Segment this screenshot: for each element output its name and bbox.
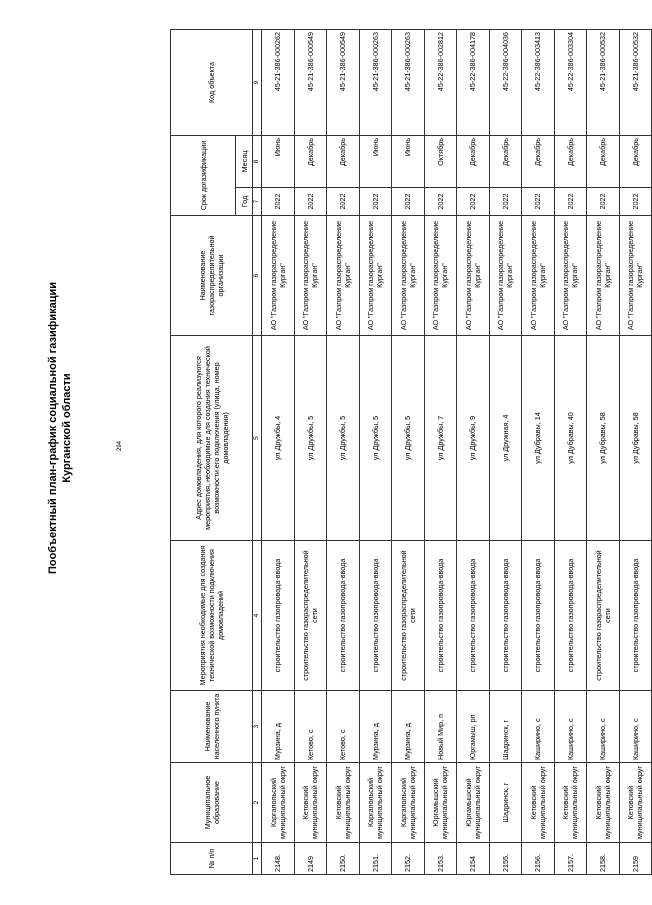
cell-month: Декабрь: [522, 136, 555, 188]
cell-locality: Каширино, с: [522, 691, 555, 763]
table-row: [327, 30, 360, 875]
cell-measures: строительство газопровода-ввода: [619, 541, 652, 691]
cell-code: 45-21-386-000532: [587, 30, 620, 136]
cell-year: 2022: [359, 188, 392, 216]
cell-address: ул Дубравы, 40: [554, 336, 587, 541]
cell-municipality: Каргапольский муниципальный округ: [359, 763, 392, 843]
cell-measures: строительство газопровода-ввода: [457, 541, 490, 691]
cell-municipality: Кетовский муниципальный округ: [587, 763, 620, 843]
header-measures: Мероприятия необходимые для создания технической возможности подключения домовладений: [171, 541, 253, 691]
cell-measures: строительство газораспределительной сети: [587, 541, 620, 691]
cell-code: 45-21-386-000263: [392, 30, 425, 136]
header-address: Адрес домовладения, для которого реализуются мероприятия, необходимые для создания технической возможности его подключения (улица, номер домовладения): [171, 336, 253, 541]
cell-code: 45-21-386-000549: [327, 30, 360, 136]
cell-address: ул Дружная, 4: [489, 336, 522, 541]
cell-code: 45-22-386-003413: [522, 30, 555, 136]
header-month: Месяц: [236, 136, 253, 188]
cell-measures: строительство газопровода-ввода: [489, 541, 522, 691]
gasification-schedule-table: [170, 29, 652, 875]
table-row: [457, 30, 490, 875]
cell-address: ул Дружбы, 4: [262, 336, 295, 541]
cell-address: ул Дубравы, 58: [587, 336, 620, 541]
cell-address: ул Дружбы, 5: [359, 336, 392, 541]
cell-num: 2149: [294, 843, 327, 875]
cell-num: 2159: [619, 843, 652, 875]
page-number: 294: [117, 441, 123, 452]
cell-locality: Кетово, с: [294, 691, 327, 763]
cell-measures: строительство газораспределительной сети: [294, 541, 327, 691]
cell-num: 2148.: [262, 843, 295, 875]
cell-code: 45-21-386-000263: [359, 30, 392, 136]
cell-municipality: Кетовский муниципальный округ: [619, 763, 652, 843]
cell-year: 2022: [619, 188, 652, 216]
column-number: 8: [253, 136, 262, 188]
cell-org: АО "Газпром газораспределение Курган": [489, 216, 522, 336]
cell-num: 2154: [457, 843, 490, 875]
cell-org: АО "Газпром газораспределение Курган": [392, 216, 425, 336]
cell-year: 2022: [587, 188, 620, 216]
cell-year: 2022: [294, 188, 327, 216]
cell-code: 45-22-386-004178: [457, 30, 490, 136]
cell-measures: строительство газопровода-ввода: [522, 541, 555, 691]
cell-municipality: Юргамышский муниципальный округ: [457, 763, 490, 843]
table-row: [424, 30, 457, 875]
cell-code: 45-21-386-000549: [294, 30, 327, 136]
header-code: Код объекта: [171, 30, 253, 136]
cell-num: 2156.: [522, 843, 555, 875]
cell-address: ул Дубравы, 58: [619, 336, 652, 541]
cell-measures: строительство газопровода-ввода: [327, 541, 360, 691]
cell-measures: строительство газопровода-ввода: [554, 541, 587, 691]
cell-org: АО "Газпром газораспределение Курган": [327, 216, 360, 336]
column-number: 1: [253, 843, 262, 875]
header-term: Срок догазификации: [171, 136, 236, 216]
cell-month: Декабрь: [587, 136, 620, 188]
column-number: 6: [253, 216, 262, 336]
table-row: [522, 30, 555, 875]
cell-year: 2022: [457, 188, 490, 216]
rotated-table-wrapper: [170, 30, 645, 875]
cell-org: АО "Газпром газораспределение Курган": [262, 216, 295, 336]
cell-org: АО "Газпром газораспределение Курган": [294, 216, 327, 336]
cell-measures: строительство газораспределительной сети: [392, 541, 425, 691]
cell-month: Июнь: [359, 136, 392, 188]
cell-municipality: Кетовский муниципальный округ: [554, 763, 587, 843]
column-number: 2: [253, 763, 262, 843]
title-line-2: Курганской области: [61, 373, 73, 483]
cell-org: АО "Газпром газораспределение Курган": [554, 216, 587, 336]
table-row: [294, 30, 327, 875]
cell-month: Декабрь: [457, 136, 490, 188]
table-row: [619, 30, 652, 875]
cell-num: 2152.: [392, 843, 425, 875]
cell-locality: Мурзина, д: [359, 691, 392, 763]
cell-locality: Кетово, с: [327, 691, 360, 763]
header-municipality: Муниципальное образование: [171, 763, 253, 843]
cell-address: ул Дружбы, 7: [424, 336, 457, 541]
cell-address: ул Дружбы, 5: [392, 336, 425, 541]
cell-year: 2022: [424, 188, 457, 216]
column-number: 9: [253, 30, 262, 136]
cell-municipality: Каргапольский муниципальный округ: [392, 763, 425, 843]
cell-org: АО "Газпром газораспределение Курган": [359, 216, 392, 336]
title-line-1: Пообъектный план-график социальной газификации: [47, 281, 59, 575]
cell-code: 45-22-386-003304: [554, 30, 587, 136]
table-row: [489, 30, 522, 875]
cell-code: 45-22-386-002812: [424, 30, 457, 136]
cell-year: 2022: [392, 188, 425, 216]
column-number: 5: [253, 336, 262, 541]
column-number: 7: [253, 188, 262, 216]
table-row: [262, 30, 295, 875]
cell-org: АО "Газпром газораспределение Курган": [587, 216, 620, 336]
cell-code: 45-22-386-004036: [489, 30, 522, 136]
cell-num: 2157.: [554, 843, 587, 875]
header-org: Наименование газораспределительной организации: [171, 216, 253, 336]
cell-code: 45-21-386-000532: [619, 30, 652, 136]
cell-year: 2022: [522, 188, 555, 216]
cell-num: 2150.: [327, 843, 360, 875]
table-row: [587, 30, 620, 875]
cell-municipality: Юргамышский муниципальный округ: [424, 763, 457, 843]
cell-month: Июнь: [392, 136, 425, 188]
cell-municipality: Кетовский муниципальный округ: [327, 763, 360, 843]
cell-month: Декабрь: [554, 136, 587, 188]
cell-num: 2155.: [489, 843, 522, 875]
cell-municipality: Каргапольский муниципальный округ: [262, 763, 295, 843]
cell-locality: Каширино, с: [619, 691, 652, 763]
table-row: [392, 30, 425, 875]
cell-locality: Мурзина, д: [392, 691, 425, 763]
cell-locality: Каширино, с: [554, 691, 587, 763]
cell-locality: Каширино, с: [587, 691, 620, 763]
cell-org: АО "Газпром газораспределение Курган": [619, 216, 652, 336]
cell-num: 2151.: [359, 843, 392, 875]
cell-num: 2153.: [424, 843, 457, 875]
cell-year: 2022: [262, 188, 295, 216]
column-number: 4: [253, 541, 262, 691]
cell-municipality: Кетовский муниципальный округ: [522, 763, 555, 843]
table-row: [554, 30, 587, 875]
cell-locality: Новый Мир, п: [424, 691, 457, 763]
cell-measures: строительство газопровода-ввода: [424, 541, 457, 691]
cell-address: ул Дружбы, 9: [457, 336, 490, 541]
column-number: 3: [253, 691, 262, 763]
cell-year: 2022: [327, 188, 360, 216]
cell-locality: Шадринск, г: [489, 691, 522, 763]
cell-code: 45-21-386-000262: [262, 30, 295, 136]
cell-year: 2022: [489, 188, 522, 216]
cell-locality: Мурзина, д: [262, 691, 295, 763]
cell-month: Декабрь: [294, 136, 327, 188]
cell-municipality: Шадринск, г: [489, 763, 522, 843]
cell-measures: строительство газопровода-ввода: [359, 541, 392, 691]
cell-month: Декабрь: [619, 136, 652, 188]
cell-month: Октябрь: [424, 136, 457, 188]
cell-org: АО "Газпром газораспределение Курган": [457, 216, 490, 336]
page-title: [46, 88, 74, 768]
table-row: [359, 30, 392, 875]
cell-measures: строительство газопровода-ввода: [262, 541, 295, 691]
header-num: № п/п: [171, 843, 253, 875]
cell-address: ул Дружбы, 5: [327, 336, 360, 541]
cell-month: Декабрь: [327, 136, 360, 188]
header-locality: Наименование населенного пункта: [171, 691, 253, 763]
cell-month: Июнь: [262, 136, 295, 188]
cell-locality: Юргамыш, рп: [457, 691, 490, 763]
cell-year: 2022: [554, 188, 587, 216]
cell-municipality: Кетовский муниципальный округ: [294, 763, 327, 843]
cell-num: 2158.: [587, 843, 620, 875]
cell-org: АО "Газпром газораспределение Курган": [424, 216, 457, 336]
cell-address: ул Дубравы, 14: [522, 336, 555, 541]
cell-address: ул Дружбы, 5: [294, 336, 327, 541]
cell-org: АО "Газпром газораспределение Курган": [522, 216, 555, 336]
header-year: Год: [236, 188, 253, 216]
cell-month: Декабрь: [489, 136, 522, 188]
